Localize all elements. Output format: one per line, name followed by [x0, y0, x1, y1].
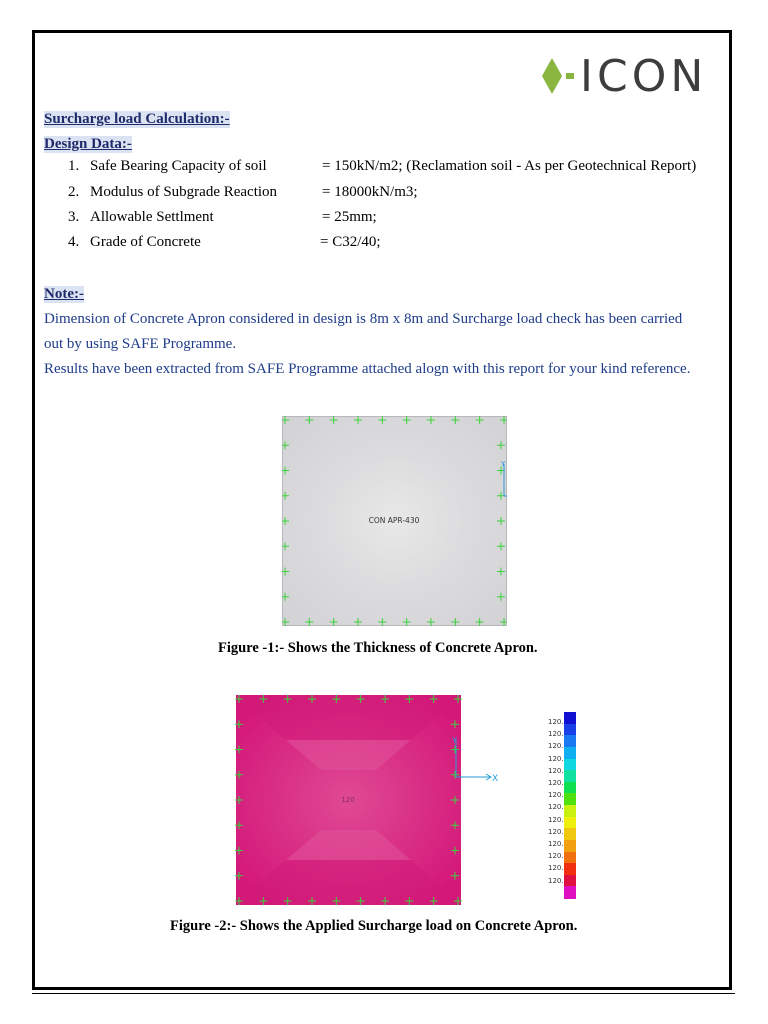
legend-swatch [564, 805, 576, 817]
item-label: Allowable Settlment [90, 209, 214, 225]
note-line: out by using SAFE Programme. [44, 336, 237, 352]
legend-swatch [564, 828, 576, 840]
node-marker [282, 416, 289, 424]
node-marker [497, 441, 505, 449]
design-data-heading: Design Data:- [44, 136, 132, 152]
legend-swatch [564, 840, 576, 852]
legend-value: 120. [548, 779, 564, 787]
calc-heading: Surcharge load Calculation:- [44, 111, 230, 127]
node-marker [427, 416, 435, 424]
fig1-axis-y-label: Y [501, 460, 506, 468]
legend-swatch [564, 875, 576, 887]
legend-swatch [564, 735, 576, 747]
item-number: 2. [68, 184, 80, 200]
legend-value: 120. [548, 876, 564, 885]
node-marker [282, 568, 289, 576]
node-marker [282, 441, 289, 449]
fig1-slab-label: CON APR-430 [368, 516, 420, 525]
node-marker [500, 618, 507, 626]
legend-swatch [564, 852, 576, 864]
legend-value: 120. [548, 864, 564, 873]
node-marker [500, 416, 507, 424]
node-marker [497, 568, 505, 576]
logo-text: ICON [580, 51, 708, 102]
figure-1-canvas [282, 416, 507, 626]
node-marker [451, 416, 459, 424]
node-marker [403, 618, 411, 626]
item-value: = C32/40; [320, 234, 381, 250]
legend-value: 120. [548, 718, 564, 726]
icon-logo [540, 51, 710, 102]
note-heading: Note:- [44, 286, 84, 302]
item-value: = 150kN/m2; (Reclamation soil - As per Geotechnical Report) [322, 158, 697, 174]
node-marker [354, 618, 362, 626]
legend-value: 120. [548, 815, 564, 824]
legend-value: 120. [548, 730, 564, 739]
note-line: Dimension of Concrete Apron considered in design is 8m x 8m and Surcharge load check has been carried [44, 311, 683, 327]
legend-value: 120. [548, 840, 564, 848]
node-marker [305, 618, 313, 626]
node-marker [330, 416, 338, 424]
node-marker [378, 416, 386, 424]
figure-1-apron-thickness [282, 416, 507, 626]
legend-value: 120. [548, 803, 564, 812]
legend-swatch [564, 886, 576, 898]
item-number: 4. [68, 234, 80, 250]
node-marker [282, 618, 289, 626]
legend-swatch [564, 712, 576, 724]
legend-swatch [564, 782, 576, 794]
legend-value: 120. [548, 791, 564, 800]
legend-swatch [564, 793, 576, 805]
legend-swatch [564, 817, 576, 829]
figure-2-surcharge-load [236, 695, 499, 905]
node-marker [354, 416, 362, 424]
node-marker [330, 618, 338, 626]
legend-value: 120. [548, 827, 564, 836]
legend-swatch [564, 724, 576, 736]
color-legend [540, 712, 580, 898]
legend-value: 120. [548, 754, 564, 763]
figure-1-caption: Figure -1:- Shows the Thickness of Concrete Apron. [218, 640, 538, 656]
item-number: 3. [68, 209, 80, 225]
page-bottom-rule [32, 993, 735, 994]
item-value: = 25mm; [322, 209, 377, 225]
legend-value: 120. [548, 852, 564, 861]
node-marker [282, 517, 289, 525]
legend-value: 120. [548, 766, 564, 775]
legend-value: 120. [548, 742, 564, 751]
item-label: Modulus of Subgrade Reaction [90, 184, 278, 200]
fig2-axis-x-label: X [492, 774, 499, 784]
node-marker [282, 593, 289, 601]
node-marker [476, 416, 484, 424]
figure-2-caption: Figure -2:- Shows the Applied Surcharge load on Concrete Apron. [170, 918, 578, 934]
legend-swatch [564, 770, 576, 782]
node-marker [282, 542, 289, 550]
fig2-axis-y-label: Y [452, 736, 457, 745]
item-number: 1. [68, 158, 80, 174]
legend-swatch [564, 759, 576, 771]
node-marker [497, 517, 505, 525]
note-line: Results have been extracted from SAFE Programme attached alogn with this report for your kind reference. [44, 361, 691, 377]
item-value: = 18000kN/m3; [322, 184, 418, 200]
figure-2-canvas [236, 695, 499, 905]
node-marker [378, 618, 386, 626]
node-marker [282, 467, 289, 475]
node-marker [451, 618, 459, 626]
node-marker [305, 416, 313, 424]
legend-swatch [564, 747, 576, 759]
fig2-slab-label: 120 [341, 796, 355, 804]
node-marker [403, 416, 411, 424]
node-marker [497, 593, 505, 601]
logo-diamond-icon [540, 56, 580, 98]
legend-swatch [564, 863, 576, 875]
node-marker [497, 542, 505, 550]
node-marker [282, 492, 289, 500]
item-label: Grade of Concrete [90, 234, 201, 250]
node-marker [427, 618, 435, 626]
node-marker [476, 618, 484, 626]
item-label: Safe Bearing Capacity of soil [90, 158, 267, 174]
